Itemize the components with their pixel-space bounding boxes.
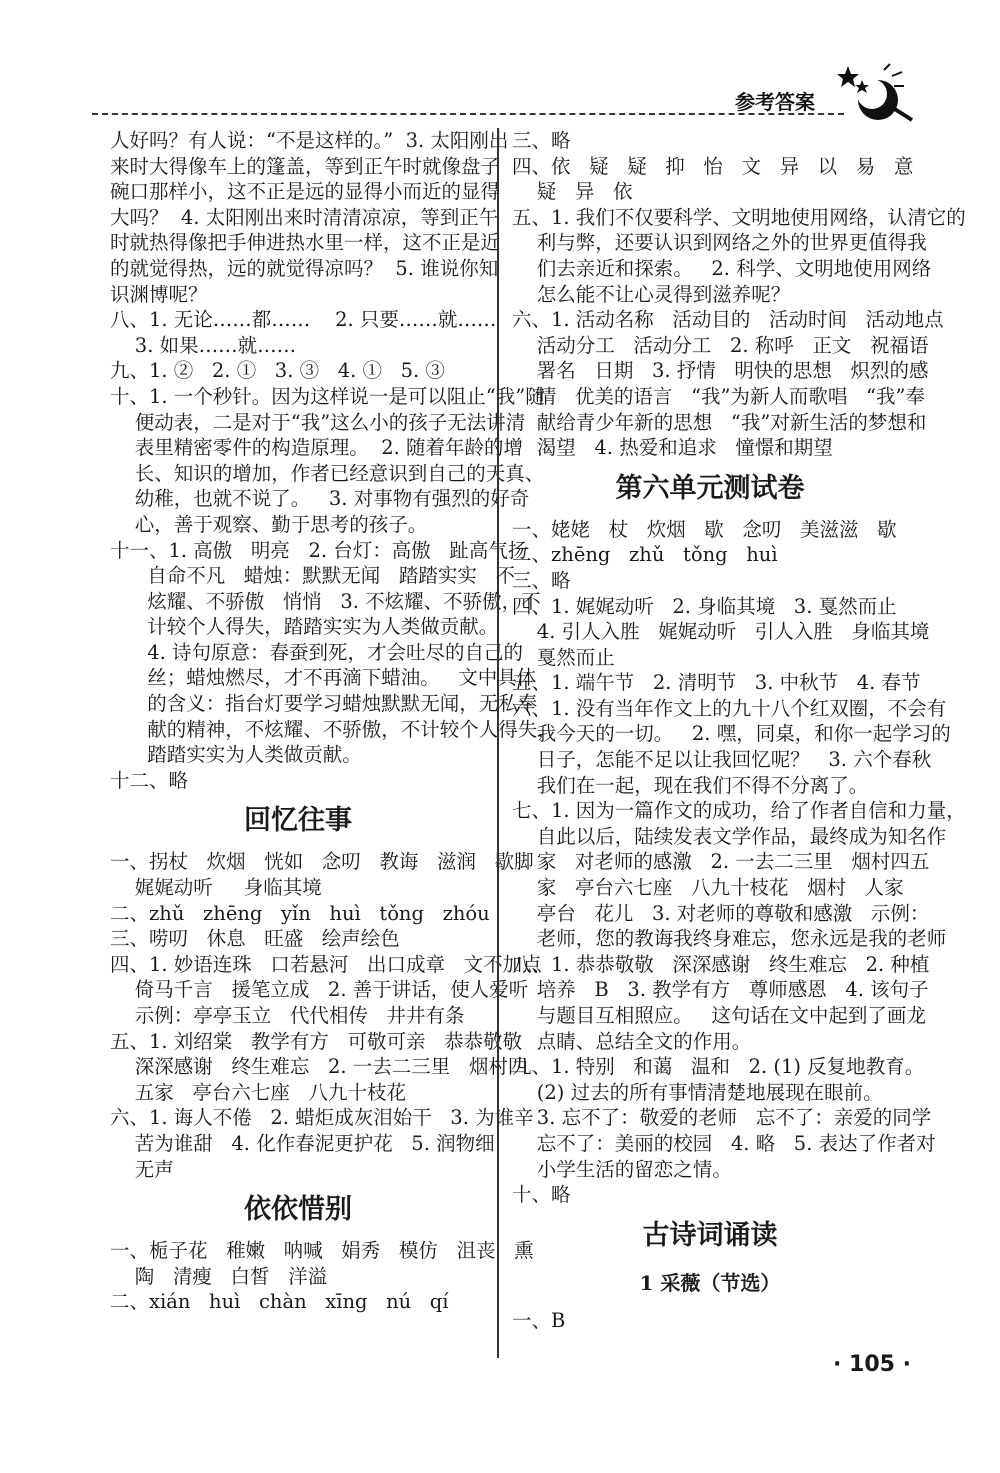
right-column	[512, 128, 966, 1333]
answer-line: 示例：亭亭玉立 代代相传 井井有条	[110, 1004, 465, 1027]
header-title: 参考答案	[735, 90, 815, 114]
answer-line: 计较个人得失，踏踏实实为人类做贡献。	[110, 615, 499, 639]
answer-line: 碗口那样小，这不正是远的显得小而近的显得	[110, 180, 501, 204]
answer-line: 四、1. 妙语连珠 口若悬河 出口成章 文不加点	[110, 952, 542, 976]
answer-line: 便动表，二是对于“我”这么小的孩子无法讲清	[110, 410, 526, 434]
answer-line: 幼稚，也就不说了。 3. 对事物有强烈的好奇	[110, 487, 530, 511]
answer-line: 一、姥姥 杖 炊烟 歇 念叨 美滋滋 歇	[512, 517, 897, 541]
answer-line: 亭台 花儿 3. 对老师的尊敬和感激 示例：	[512, 901, 930, 925]
answer-line: 3. 忘不了：敬爱的老师 忘不了：亲爱的同学	[512, 1106, 932, 1130]
answer-line: 七、1. 因为一篇作文的成功，给了作者自信和力量，	[512, 799, 966, 823]
answer-line: 与题目互相照应。 这句话在文中起到了画龙	[512, 1004, 926, 1027]
answer-line: 丝；蜡烛燃尽，才不再滴下蜡油。 文中具体	[110, 666, 537, 690]
star-moon-icon	[832, 60, 916, 124]
answer-line: 情 优美的语言 “我”为新人而歌唱 “我”奉	[512, 384, 925, 408]
answer-line: 来时大得像车上的篷盖，等到正午时就像盘子	[110, 154, 501, 178]
answer-line: 六、1. 诲人不倦 2. 蜡炬成灰泪始干 3. 为谁辛	[110, 1106, 534, 1130]
answer-line: 一、拐杖 炊烟 恍如 念叨 教诲 滋润 歇脚	[110, 850, 534, 874]
answer-line: 自命不凡 蜡烛：默默无闻 踏踏实实 不	[110, 564, 515, 588]
answer-line: 苦为谁甜 4. 化作春泥更护花 5. 润物细	[110, 1131, 495, 1155]
answer-line: 们去亲近和探索。 2. 科学、文明地使用网络	[512, 256, 932, 280]
answer-line: 陶 清瘦 白皙 洋溢	[110, 1264, 328, 1288]
answer-line: 一、B	[512, 1308, 566, 1332]
answer-line: 小学生活的留恋之情。	[512, 1157, 732, 1181]
column-divider	[497, 128, 499, 1358]
page-number: · 105 ·	[833, 1352, 911, 1377]
answer-line: 三、唠叨 休息 旺盛 绘声绘色	[110, 927, 400, 951]
section-heading: 第六单元测试卷	[615, 472, 805, 504]
answer-line: 忘不了：美丽的校园 4. 略 5. 表达了作者对	[512, 1131, 936, 1155]
answer-line: 识渊博呢？	[110, 282, 208, 306]
answer-line: 二、zhǔ zhēng yǐn huì tǒng zhóu	[110, 901, 490, 925]
answer-line: (2) 过去的所有事情清楚地展现在眼前。	[512, 1080, 883, 1104]
page-header	[0, 0, 1000, 130]
answer-line: 一、栀子花 稚嫩 呐喊 娟秀 模仿 沮丧 熏	[110, 1239, 534, 1263]
answer-line: 三、略	[512, 568, 571, 592]
header-rule	[92, 113, 844, 115]
answer-line: 4. 诗句原意：春蚕到死，才会吐尽的自己的	[110, 640, 523, 664]
answer-line: 五、1. 端午节 2. 清明节 3. 中秋节 4. 春节	[512, 671, 921, 695]
answer-line: 娓娓动听 身临其境	[110, 876, 322, 900]
answer-line: 戛然而止	[512, 645, 615, 669]
answer-line: 日子，怎能不足以让我回忆呢？ 3. 六个春秋	[512, 748, 932, 772]
answer-line: 心，善于观察、勤于思考的孩子。	[110, 512, 428, 536]
answer-line: 深深感谢 终生难忘 2. 一去二三里 烟村四	[110, 1055, 528, 1079]
answer-line: 十、略	[512, 1183, 571, 1207]
answer-line: 十二、略	[110, 768, 189, 792]
answer-line: 老师，您的教诲我终身难忘，您永远是我的老师	[512, 927, 947, 951]
answer-line: 我今天的一切。 2. 嘿，同桌，和你一起学习的	[512, 722, 951, 746]
answer-line: 二、zhēng zhǔ tǒng huì	[512, 543, 778, 567]
answer-line: 疑 异 依	[512, 180, 633, 204]
answer-line: 利与弊，还要认识到网络之外的世界更值得我	[512, 231, 927, 255]
answer-line: 怎么能不让心灵得到滋养呢？	[512, 282, 791, 306]
answer-line: 九、1. 特别 和蔼 温和 2. (1) 反复地教育。	[512, 1055, 925, 1079]
answer-line: 署名 日期 3. 抒情 明快的思想 炽烈的感	[512, 359, 929, 383]
answer-line: 我们在一起，现在我们不得不分离了。	[512, 773, 869, 797]
answer-line: 踏踏实实为人类做贡献。	[110, 743, 362, 767]
answer-line: 自此以后，陆续发表文学作品，最终成为知名作	[512, 824, 947, 848]
answer-line: 炫耀、不骄傲 悄悄 3. 不炫耀、不骄傲，不	[110, 589, 541, 613]
answer-line: 六、1. 活动名称 活动目的 活动时间 活动地点	[512, 308, 944, 332]
section-heading: 古诗词诵读	[642, 1219, 778, 1251]
answer-line: 二、xián huì chàn xīng nú qí	[110, 1290, 449, 1314]
answer-line: 九、1. ② 2. ① 3. ③ 4. ① 5. ③	[110, 359, 445, 383]
answer-line: 点睛、总结全文的作用。	[512, 1029, 752, 1053]
answer-line: 大吗？ 4. 太阳刚出来时清清凉凉，等到正午	[110, 205, 499, 229]
answer-line: 渴望 4. 热爱和追求 憧憬和期望	[512, 436, 833, 460]
answer-line: 人好吗？有人说：“不是这样的。” 3. 太阳刚出	[110, 129, 509, 152]
answer-line: 的就觉得热，远的就觉得凉吗？ 5. 谁说你知	[110, 256, 499, 280]
answer-line: 表里精密零件的构造原理。 2. 随着年龄的增	[110, 436, 523, 460]
answer-line: 倚马千言 援笔立成 2. 善于讲话，使人爱听	[110, 978, 529, 1002]
answer-line: 时就热得像把手伸进热水里一样，这不正是近	[110, 231, 501, 255]
answer-line: 献的精神，不炫耀、不骄傲，不计较个人得失，	[110, 717, 557, 741]
poem-title: 1 采薇（节选）	[639, 1270, 781, 1295]
answer-line: 三、略	[512, 129, 571, 152]
answer-line: 献给青少年新的思想 “我”对新生活的梦想和	[512, 410, 927, 434]
answer-line: 四、1. 娓娓动听 2. 身临其境 3. 戛然而止	[512, 594, 897, 618]
answer-line: 五、1. 刘绍棠 教学有方 可敬可亲 恭恭敬敬	[110, 1029, 523, 1053]
answer-line: 十、1. 一个秒针。因为这样说一是可以阻止“我”随	[110, 384, 545, 408]
answer-line: 十一、1. 高傲 明亮 2. 台灯：高傲 趾高气扬	[110, 538, 528, 562]
answer-line: 家 亭台六七座 八九十枝花 烟村 人家	[512, 876, 904, 900]
answer-line: 活动分工 活动分工 2. 称呼 正文 祝福语	[512, 333, 929, 357]
section-heading: 回忆往事	[244, 805, 352, 837]
answer-line: 八、1. 无论……都…… 2. 只要……就……	[110, 308, 497, 332]
answer-line: 家 对老师的感激 2. 一去二三里 烟村四五	[512, 850, 930, 874]
answer-line: 五、1. 我们不仅要科学、文明地使用网络，认清它的	[512, 205, 966, 229]
answer-line: 4. 引人入胜 娓娓动听 引人入胜 身临其境	[512, 620, 930, 644]
answer-line: 四、依 疑 疑 抑 怡 文 异 以 易 意	[512, 154, 914, 178]
answer-line: 无声	[110, 1157, 174, 1181]
answer-line: 培养 B 3. 教学有方 尊师感恩 4. 该句子	[512, 978, 929, 1002]
answer-line: 长、知识的增加，作者已经意识到自己的天真、	[110, 461, 545, 485]
answer-line: 的含义：指台灯要学习蜡烛默默无闻，无私奉	[110, 692, 538, 716]
answer-line: 3. 如果……就……	[110, 333, 297, 357]
answer-line: 五家 亭台六七座 八九十枝花	[110, 1080, 406, 1104]
answer-line: 八、1. 恭恭敬敬 深深感谢 终生难忘 2. 种植	[512, 952, 930, 976]
answer-line: 六、1. 没有当年作文上的九十八个红双圈，不会有	[512, 696, 947, 720]
section-heading: 依依惜别	[244, 1194, 352, 1226]
